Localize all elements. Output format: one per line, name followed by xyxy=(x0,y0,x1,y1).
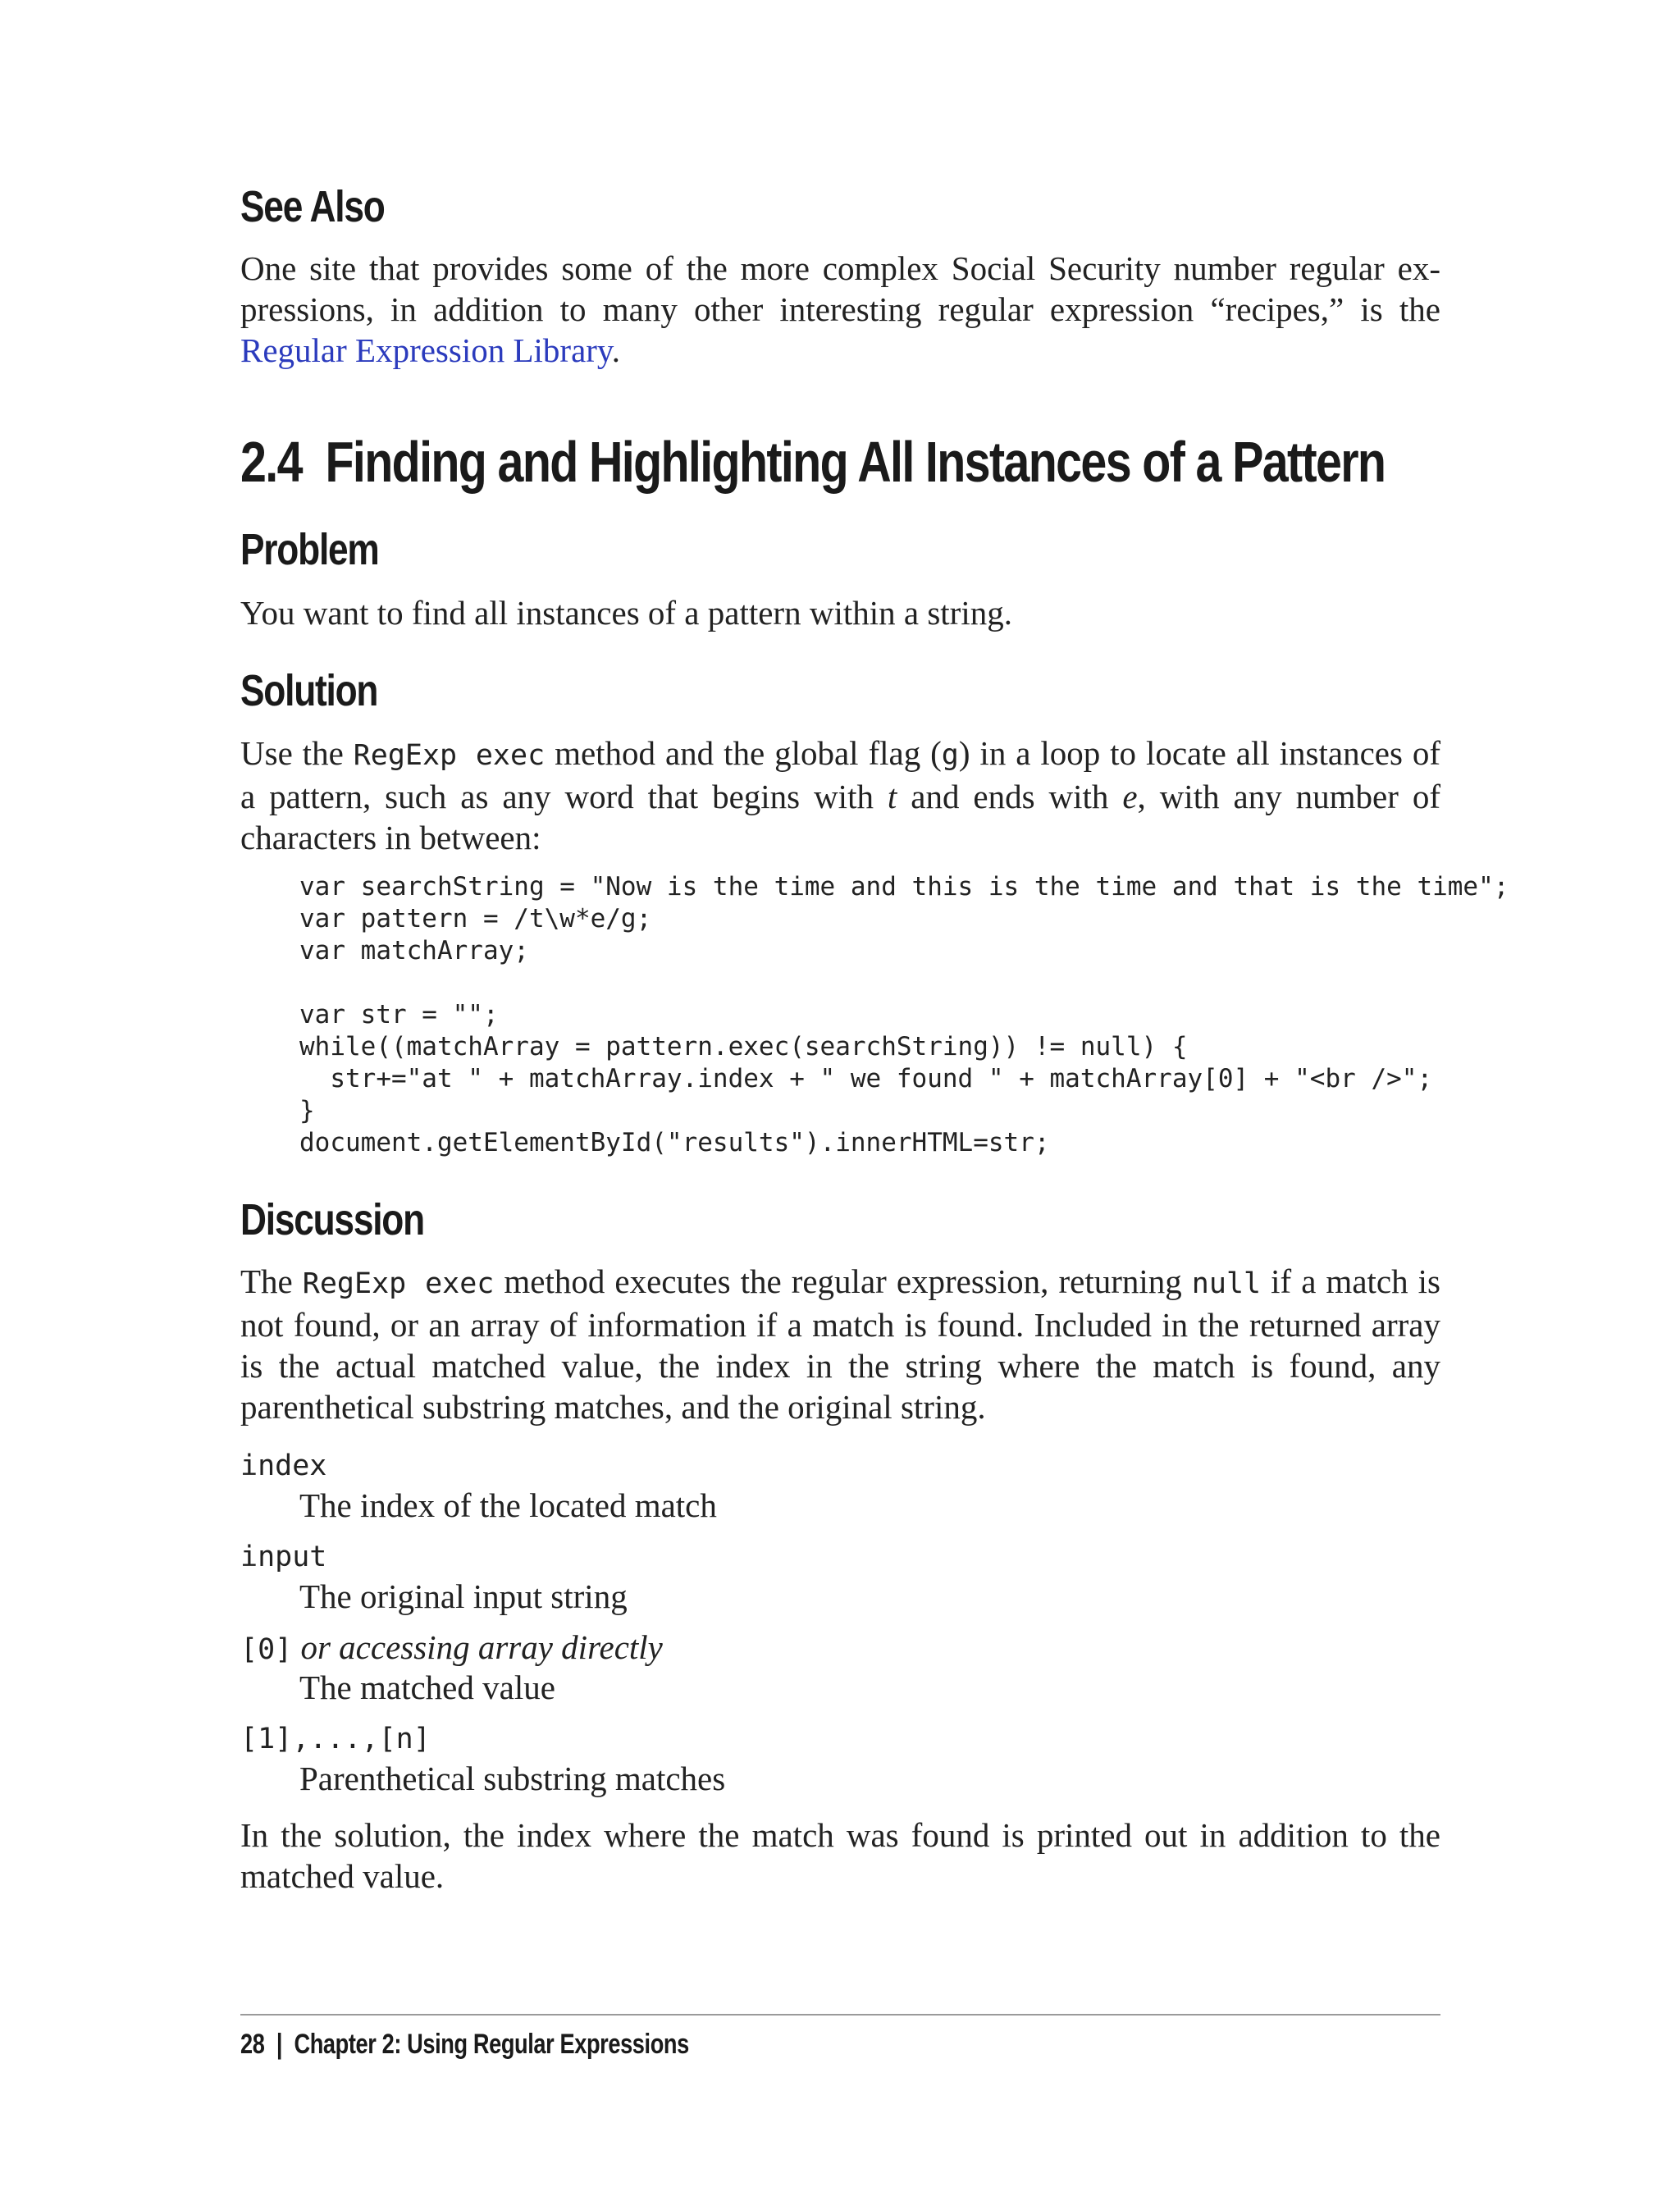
discussion-paragraph xyxy=(240,1261,1440,1427)
term-substrings: [1],...,[n] xyxy=(240,1723,431,1755)
see-also-heading: See Also xyxy=(240,182,385,231)
term-input: input xyxy=(240,1541,327,1573)
discussion-text: The xyxy=(240,1262,303,1300)
solution-text: and ends with xyxy=(897,778,1123,815)
null-code: null xyxy=(1191,1267,1262,1300)
closing-paragraph: In the solution, the index where the match was found is printed out in addition to the matched value. xyxy=(240,1816,1440,1895)
page-footer xyxy=(240,2026,689,2062)
page-number: 28 xyxy=(240,2029,265,2060)
solution-text: , with any number of characters in between: xyxy=(240,778,1440,856)
term-zero-index xyxy=(240,1628,663,1669)
section-heading xyxy=(240,427,1385,496)
global-flag-code: g xyxy=(941,739,959,772)
definition-input: The original input string xyxy=(299,1577,628,1615)
see-also-paragraph xyxy=(240,248,1440,371)
term-index: index xyxy=(240,1449,327,1482)
definition-zero-index: The matched value xyxy=(299,1669,555,1706)
problem-paragraph: You want to find all instances of a pattern within a string. xyxy=(240,594,1012,632)
solution-code-block: var searchString = "Now is the time and this is the time and that is the time"; var pattern = /t\w*e/g; var matchArray; var str = ""; while((matchArray = pattern.exec(searchString)) != null) { str+="at " + matchArray.index + " we found " + matchArray[0] + "<br />"; } document.getElementById("results").innerHTML=str; xyxy=(299,872,1509,1157)
discussion-text: if a match is not found, or an array of information if a match is found. Included in the returned array is the actual matched value, the index in the string where the match is found, any parenthetical substring matches, and the original string. xyxy=(240,1262,1440,1426)
see-also-text-end: . xyxy=(611,331,621,369)
footer-divider xyxy=(240,2014,1440,2016)
letter-t: t xyxy=(887,778,897,815)
solution-paragraph xyxy=(240,733,1440,858)
term-zero-code: [0] xyxy=(240,1633,293,1666)
regexp-exec-code: RegExp exec xyxy=(353,739,546,772)
discussion-text: method executes the regular expression, returning xyxy=(494,1262,1192,1300)
definition-index: The index of the located match xyxy=(299,1486,717,1524)
footer-separator: | xyxy=(276,2029,283,2060)
definition-substrings: Parenthetical substring matches xyxy=(299,1760,726,1797)
section-number: 2.4 xyxy=(240,430,302,494)
discussion-heading: Discussion xyxy=(240,1195,424,1244)
solution-heading: Solution xyxy=(240,666,378,715)
solution-text: Use the xyxy=(240,734,354,772)
section-title: Finding and Highlighting All Instances of a Pattern xyxy=(325,430,1386,494)
term-zero-note: or accessing array directly xyxy=(292,1628,663,1666)
chapter-title: Chapter 2: Using Regular Expressions xyxy=(294,2029,689,2060)
solution-text: method and the global flag ( xyxy=(545,734,942,772)
problem-heading: Problem xyxy=(240,525,379,574)
regex-library-link[interactable]: Regular Expression Library xyxy=(240,331,612,369)
see-also-text: One site that provides some of the more complex Social Security number regular expressions, in addition to many other interesting regular expression “recipes,” is the xyxy=(240,249,1440,328)
letter-e: e xyxy=(1122,778,1138,815)
regexp-exec-code: RegExp exec xyxy=(302,1267,495,1300)
solution-text: ) in a loop to locate all instances of a pattern, such as any word that begins with xyxy=(240,734,1440,815)
